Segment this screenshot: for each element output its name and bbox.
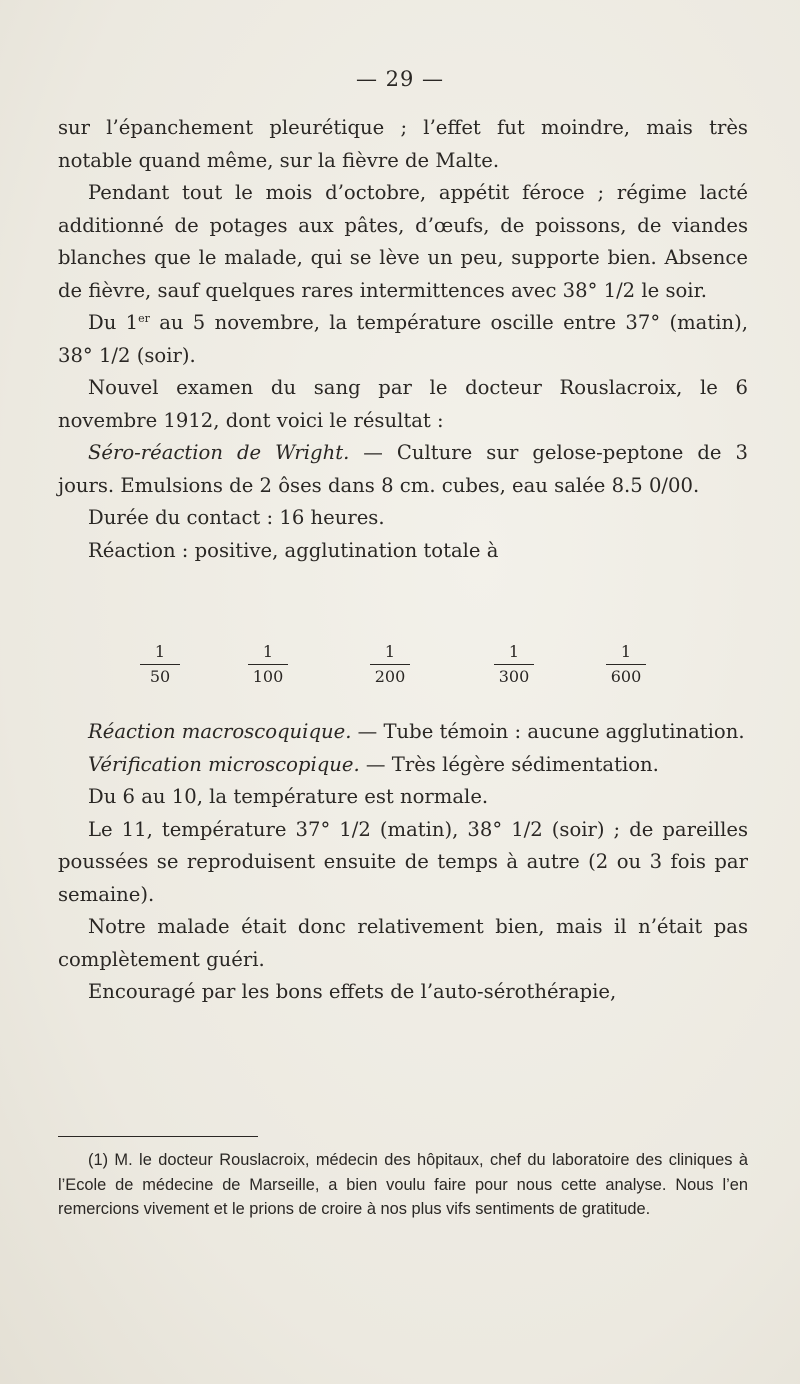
sero-reaction-heading: Séro-réaction de Wright. [88,441,350,464]
paragraph-pleural-effusion: sur l’épanchement pleurétique ; l’effet fut moindre, mais très notable quand même, sur la fièvre de Malte. [58,116,748,172]
main-text [58,112,748,567]
fraction-item [606,642,646,687]
fraction-item [494,642,534,687]
fraction-numerator: 1 [248,642,288,665]
paragraph-reaction-result: Réaction : positive, agglutination totale à [88,538,499,562]
footnote-divider [58,1136,258,1137]
date-superscript: er [138,312,150,325]
footnote: (1) M. le docteur Rouslacroix, médecin des hôpitaux, chef du laboratoire des cliniques à l’Ecole de médecine de Marseille, a bien voulu faire pour nous cette analyse. Nous l’en remercions vivement et le prions de croire à nos plus vifs sentiments de gratitude. [58,1151,748,1218]
paragraph-auto-serotherapy: Encouragé par les bons effets de l’auto-sérothérapie, [88,980,617,1003]
paragraph-blood-exam: Nouvel examen du sang par le docteur Rouslacroix, le 6 novembre 1912, dont voici le résultat : [58,376,748,432]
fraction-denominator: 50 [149,667,171,686]
page-number: — 29 — [355,67,445,91]
paragraph-patient-status: Notre malade était donc relativement bien, mais il n’était pas complètement guéri. [58,915,748,971]
fraction-item [140,642,180,687]
fraction-numerator: 1 [494,642,534,665]
fraction-numerator: 1 [370,642,410,665]
microscopic-heading: Vérification microscopique. [88,752,360,776]
paragraph-contact-duration: Durée du contact : 16 heures. [88,506,385,529]
paragraph-normal-temperature: Du 6 au 10, la température est normale. [88,785,489,808]
fraction-item [370,642,410,687]
fraction-denominator: 200 [374,667,406,686]
sero-reaction-text: — Culture sur gelose-peptone de 3 jours. Emulsions de 2 ôses dans 8 cm. cubes, eau salée 8.5 0/00. [58,441,748,497]
fraction-numerator: 1 [140,642,180,665]
fraction-denominator: 600 [610,667,642,686]
paragraph-temperature-spikes: Le 11, température 37° 1/2 (matin), 38° 1/2 (soir) ; de pareilles poussées se reproduisent ensuite de temps à autre (2 ou 3 fois par semaine). [58,817,748,906]
paragraph-sero-reaction [58,437,748,502]
macroscopic-heading: Réaction macroscoquique. [88,720,352,743]
paragraph-october-regime: Pendant tout le mois d’octobre, appétit féroce ; régime lacté additionné de potages aux pâtes, d’œufs, de poissons, de viandes blanches que le malade, qui se lève un peu, supporte bien. Absence de fièvre, sauf quelques rares intermittences avec 38° 1/2 le soir. [58,181,748,302]
date-prefix: Du 1 [88,311,139,334]
date-rest: au 5 novembre, la température oscille entre 37° (matin), 38° 1/2 (soir). [58,311,748,367]
paragraph-macroscopic [58,716,748,749]
fraction-item [248,642,288,687]
fraction-numerator: 1 [606,642,646,665]
microscopic-text: — Très légère sédimentation. [359,752,659,776]
macroscopic-text: — Tube témoin : aucune agglutination. [351,720,745,743]
agglutination-fractions [140,642,680,698]
fraction-denominator: 300 [498,667,530,686]
paragraph-microscopic [58,749,748,782]
paragraph-november-temperature [58,307,748,372]
lower-text [58,716,748,1009]
fraction-denominator: 100 [252,667,284,686]
